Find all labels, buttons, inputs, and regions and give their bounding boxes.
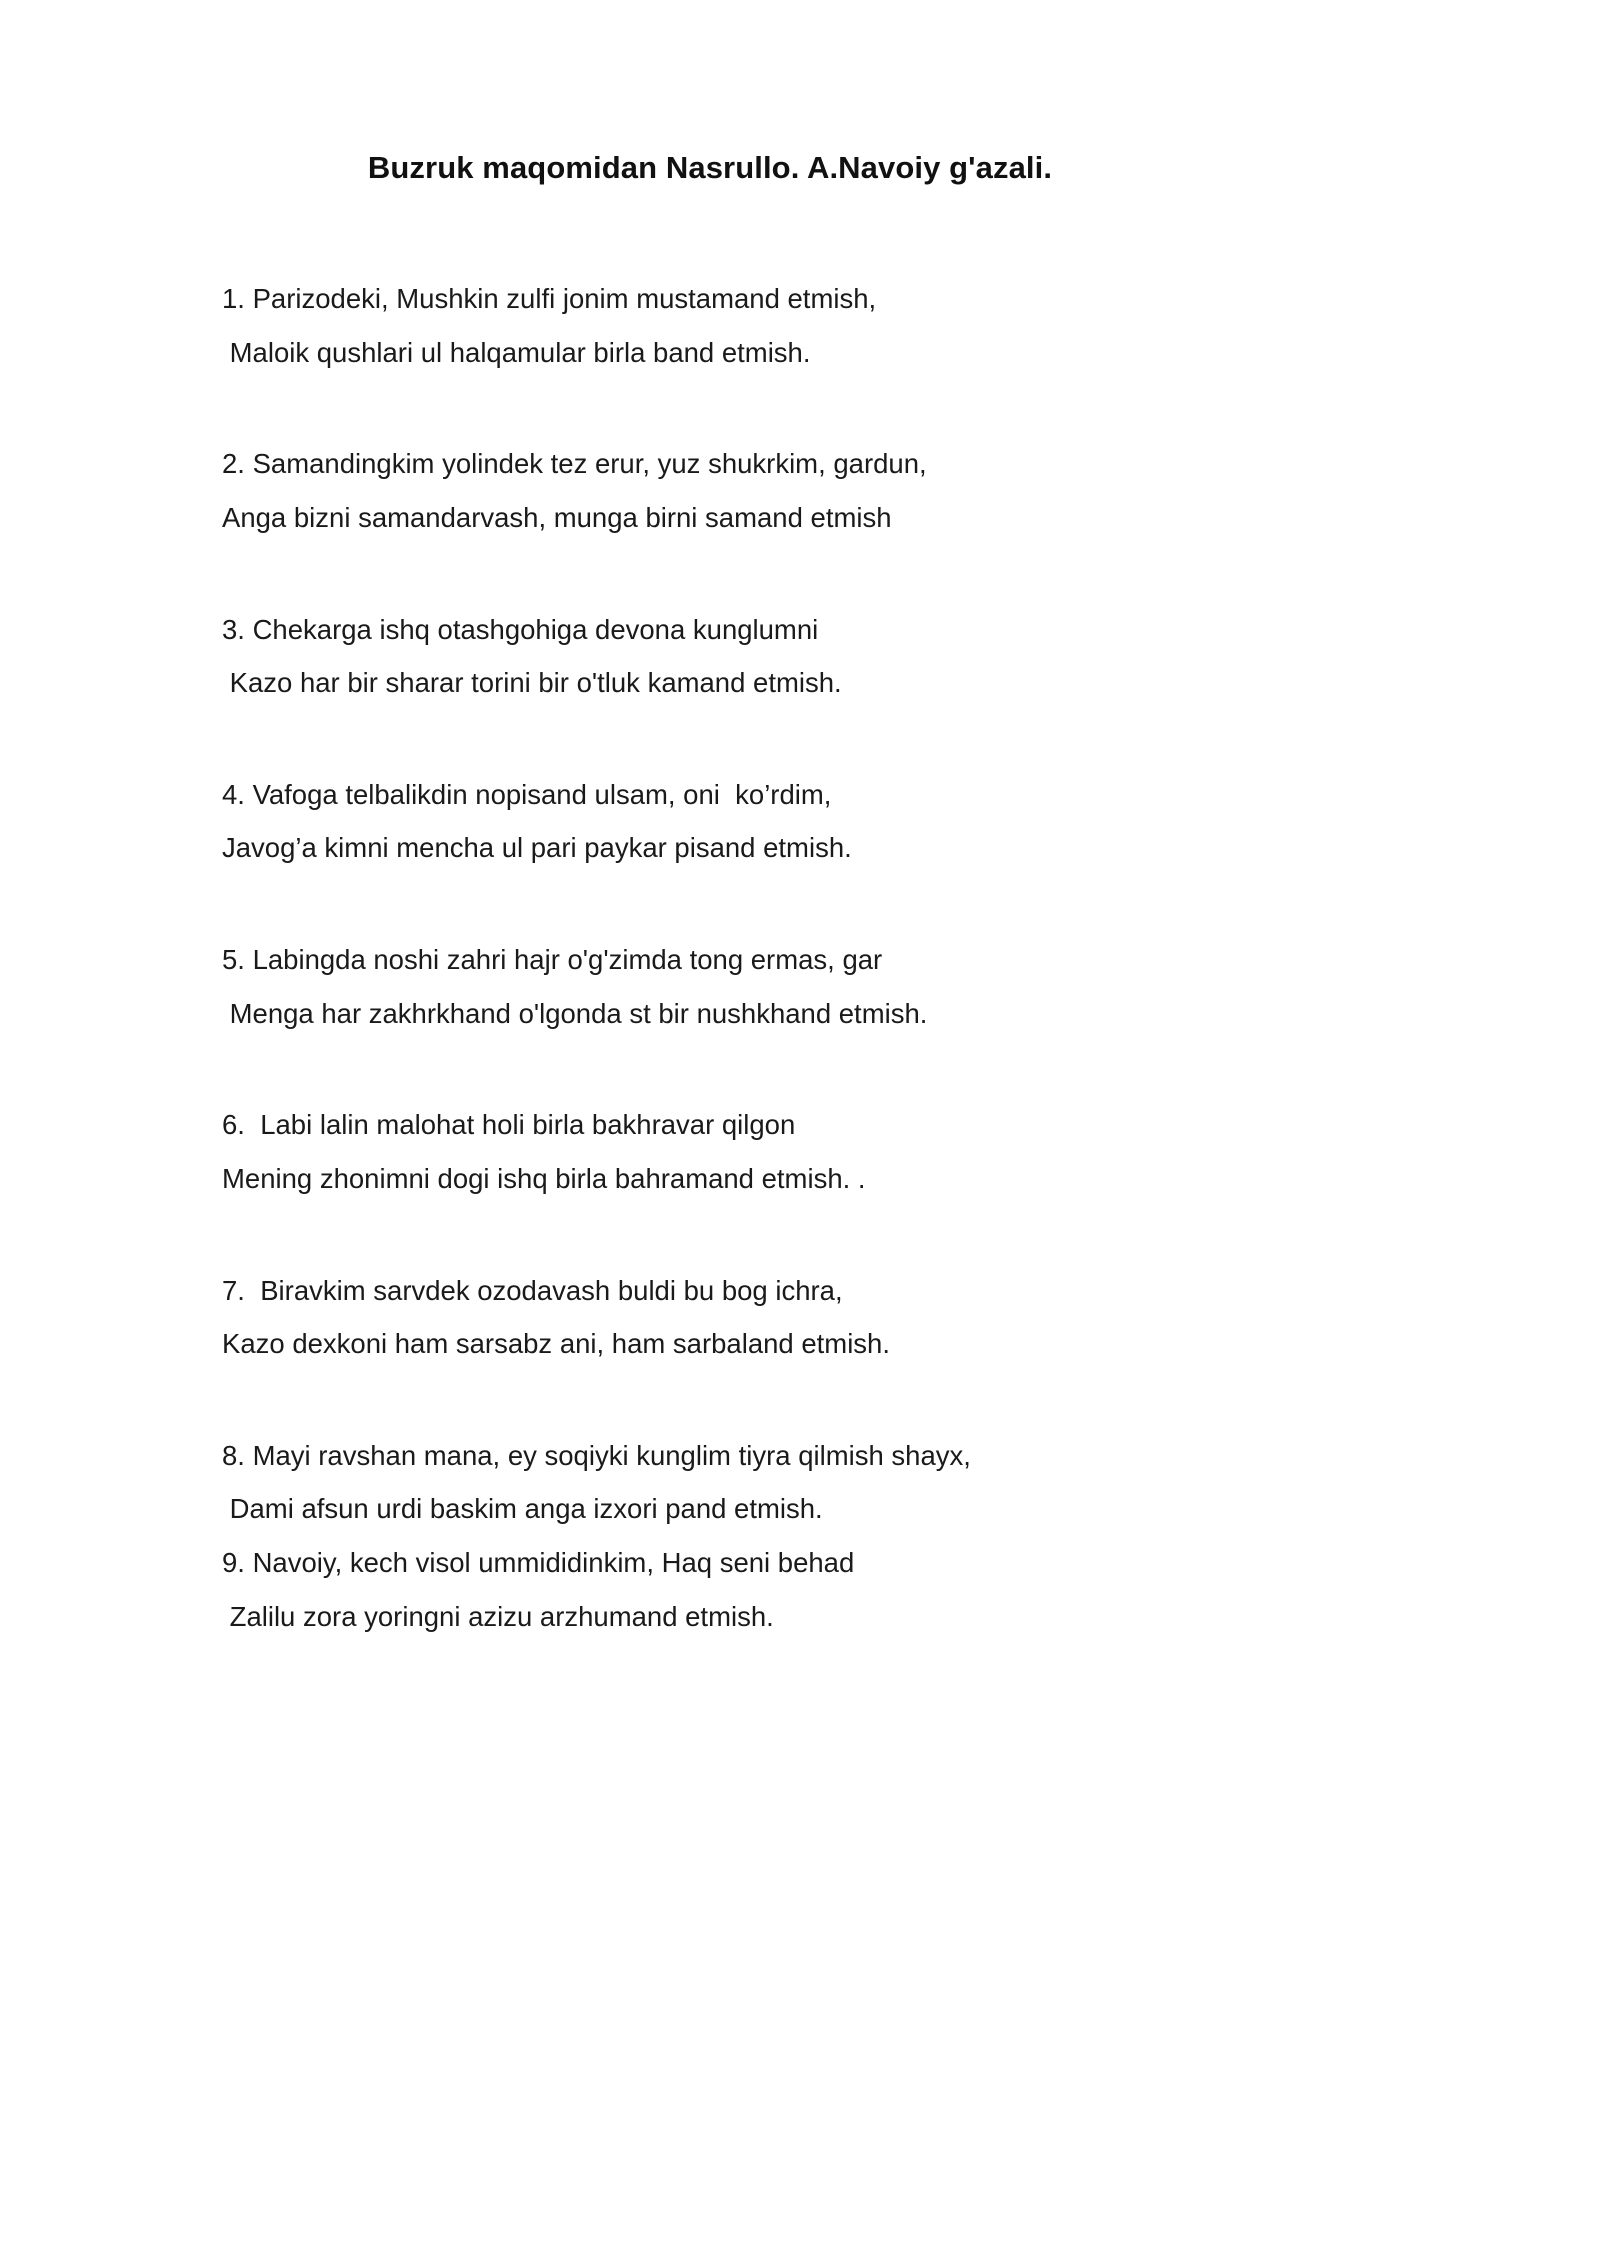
poem-line: Kazo dexkoni ham sarsabz ani, ham sarbaland etmish. [222, 1328, 890, 1360]
stanza-5 [222, 933, 1422, 1040]
stanza-1 [222, 272, 1422, 379]
poem-line: 6. Labi lalin malohat holi birla bakhravar qilgon [222, 1109, 796, 1141]
stanza-9 [222, 1536, 1422, 1643]
stanza-7 [222, 1264, 1422, 1371]
poem-line: Dami afsun urdi baskim anga izxori pand etmish. [222, 1493, 823, 1525]
poem-line: 3. Chekarga ishq otashgohiga devona kunglumni [222, 613, 819, 645]
stanza-8 [222, 1429, 1422, 1536]
poem-body [222, 272, 1422, 1643]
stanza-3 [222, 603, 1422, 710]
stanza-2 [222, 437, 1422, 544]
poem-line: Anga bizni samandarvash, munga birni samand etmish [222, 501, 892, 533]
poem-line: 2. Samandingkim yolindek tez erur, yuz shukrkim, gardun, [222, 448, 927, 480]
page-title: Buzruk maqomidan Nasrullo. A.Navoiy g'azali. [367, 150, 1053, 185]
poem-line: Maloik qushlari ul halqamular birla band etmish. [222, 336, 811, 368]
poem-line: 5. Labingda noshi zahri hajr o'g'zimda tong ermas, gar [222, 944, 883, 975]
poem-line: 7. Biravkim sarvdek ozodavash buldi bu bog ichra, [222, 1274, 843, 1306]
poem-line: Mening zhonimni dogi ishq birla bahramand etmish. . [222, 1162, 866, 1194]
poem-line: Javog’a kimni mencha ul pari paykar pisand etmish. [222, 832, 852, 864]
poem-line: 9. Navoiy, kech visol ummididinkim, Haq seni behad [222, 1547, 855, 1578]
poem-line: 4. Vafoga telbalikdin nopisand ulsam, oni ko’rdim, [222, 778, 832, 810]
poem-line: Zalilu zora yoringni azizu arzhumand etmish. [222, 1600, 774, 1632]
poem-line: Kazo har bir sharar torini bir o'tluk kamand etmish. [222, 667, 842, 699]
poem-line: 1. Parizodeki, Mushkin zulfi jonim mustamand etmish, [222, 283, 877, 314]
poem-line: 8. Mayi ravshan mana, ey soqiyki kunglim tiyra qilmish shayx, [222, 1439, 971, 1471]
stanza-6 [222, 1098, 1422, 1205]
stanza-4 [222, 768, 1422, 875]
poem-line: Menga har zakhrkhand o'lgonda st bir nushkhand etmish. [222, 997, 928, 1029]
